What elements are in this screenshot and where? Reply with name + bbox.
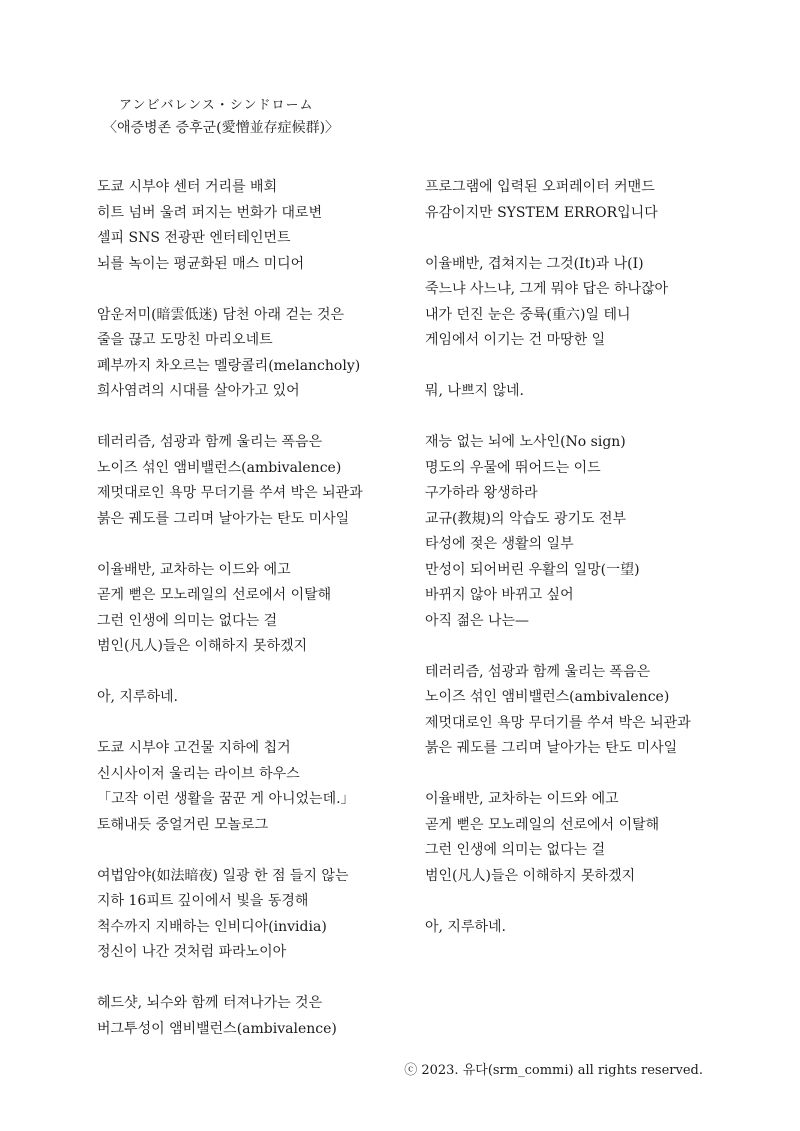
lyric-line: 그런 인생에 의미는 없다는 걸 — [425, 842, 606, 858]
lyric-line: 버그투성이 앰비밸런스(ambivalence) — [97, 1020, 337, 1037]
lyric-line: 붉은 궤도를 그리며 날아가는 탄도 미사일 — [97, 510, 350, 527]
lyric-line: 내가 던진 눈은 중륙(重六)일 테니 — [425, 306, 631, 323]
stanza-gap — [425, 762, 725, 788]
lyric-line: 구가하라 왕생하라 — [425, 485, 538, 501]
lyric-line: 범인(凡人)들은 이해하지 못하겠지 — [425, 867, 636, 884]
lyric-line: 재능 없는 뇌에 노사인(No sign) — [425, 434, 626, 450]
stanza-gap — [97, 966, 397, 992]
lyric-line: 뭐, 나쁘지 않네. — [425, 383, 524, 399]
lyric-line: 붉은 궤도를 그리며 날아가는 탄도 미사일 — [425, 740, 678, 756]
lyric-line: 「고작 이런 생활을 꿈꾼 게 아니었는데.」 — [97, 791, 355, 807]
lyric-line: 이율배반, 교차하는 이드와 에고 — [97, 561, 291, 578]
lyric-line: 헤드샷, 뇌수와 함께 터져나가는 것은 — [97, 995, 323, 1011]
lyric-line: 타성에 젖은 생활의 일부 — [425, 536, 574, 552]
stanza-gap — [97, 838, 397, 864]
lyric-line: 죽느냐 사느냐, 그게 뭐야 답은 하나잖아 — [425, 281, 669, 297]
lyric-line: 신시사이저 울리는 라이브 하우스 — [97, 765, 300, 782]
lyric-line: 토해내듯 중얼거린 모놀로그 — [97, 816, 269, 833]
stanza-gap — [97, 660, 397, 686]
lyric-line: 그런 인생에 의미는 없다는 걸 — [97, 612, 278, 629]
stanza-gap — [97, 532, 397, 558]
lyrics-column-left — [97, 175, 397, 1042]
lyric-line: 범인(凡人)들은 이해하지 못하겠지 — [97, 638, 308, 654]
lyric-line: 노이즈 섞인 앰비밸런스(ambivalence) — [425, 689, 670, 705]
lyric-line: 희사염려의 시대를 살아가고 있어 — [97, 383, 300, 399]
lyric-line: 줄을 끊고 도망친 마리오네트 — [97, 332, 273, 348]
stanza-gap — [425, 405, 725, 431]
lyric-line: 척수까지 지배하는 인비디아(invidia) — [97, 918, 327, 935]
lyrics-header — [103, 96, 339, 140]
lyric-line: 도쿄 시부야 고건물 지하에 칩거 — [97, 740, 291, 756]
lyric-line: 제멋대로인 욕망 무더기를 쑤셔 박은 뇌관과 — [425, 714, 691, 731]
lyric-line: 뇌를 녹이는 평균화된 매스 미디어 — [97, 255, 305, 272]
lyric-line: 곧게 뻗은 모노레일의 선로에서 이탈해 — [425, 816, 660, 833]
lyric-line: 폐부까지 차오르는 멜랑콜리(melancholy) — [97, 357, 361, 374]
lyric-line: 노이즈 섞인 앰비밸런스(ambivalence) — [97, 459, 342, 476]
stanza-gap — [425, 354, 725, 380]
lyric-line: 히트 넘버 울려 퍼지는 번화가 대로변 — [97, 204, 323, 221]
lyric-line: 셀피 SNS 전광판 엔터테인먼트 — [97, 230, 291, 246]
lyrics-column-right — [425, 175, 725, 940]
lyric-line: 명도의 우물에 뛰어드는 이드 — [425, 459, 601, 476]
title-japanese: アンビバレンス・シンドローム — [119, 98, 314, 113]
copyright-notice: ⓒ 2023. 유다(srm_commi) all rights reserved. — [404, 1063, 703, 1078]
lyric-line: 교규(教規)의 악습도 광기도 전부 — [425, 510, 627, 527]
stanza-gap — [425, 889, 725, 915]
stanza-gap — [97, 711, 397, 737]
stanza-gap — [425, 634, 725, 660]
lyric-line: 정신이 나간 것처럼 파라노이아 — [97, 944, 287, 960]
lyric-line: 곧게 뻗은 모노레일의 선로에서 이탈해 — [97, 587, 332, 603]
lyric-line: 테러리즘, 섬광과 함께 울리는 폭음은 — [97, 434, 323, 450]
lyric-line: 암운저미(暗雲低迷) 담천 아래 걷는 것은 — [97, 306, 345, 323]
lyric-line: 아직 젊은 나는— — [425, 612, 530, 629]
lyric-line: 프로그램에 입력된 오퍼레이터 커맨드 — [425, 179, 655, 195]
lyric-line: 게임에서 이기는 건 마땅한 일 — [425, 332, 606, 348]
stanza-gap — [97, 277, 397, 303]
title-korean: 〈애증병존 증후군(愛憎並存症候群)〉 — [103, 120, 340, 136]
lyric-line: 제멋대로인 욕망 무더기를 쑤셔 박은 뇌관과 — [97, 485, 363, 501]
lyric-line: 아, 지루하네. — [425, 918, 506, 935]
lyric-line: 지하 16피트 깊이에서 빛을 동경해 — [97, 893, 309, 909]
lyric-line: 바뀌지 않아 바뀌고 싶어 — [425, 587, 574, 603]
lyric-line: 도쿄 시부야 센터 거리를 배회 — [97, 179, 278, 195]
stanza-gap — [425, 226, 725, 252]
lyric-line: 만성이 되어버린 우활의 일망(一望) — [425, 561, 640, 578]
lyric-line: 이율배반, 겹쳐지는 그것(It)과 나(I) — [425, 255, 644, 272]
stanza-gap — [97, 405, 397, 431]
lyric-line: 유감이지만 SYSTEM ERROR입니다 — [425, 204, 658, 221]
lyric-line: 이율배반, 교차하는 이드와 에고 — [425, 791, 619, 807]
lyric-line: 여법암야(如法暗夜) 일광 한 점 들지 않는 — [97, 867, 349, 884]
lyric-line: 테러리즘, 섬광과 함께 울리는 폭음은 — [425, 663, 651, 680]
lyric-line: 아, 지루하네. — [97, 689, 178, 705]
